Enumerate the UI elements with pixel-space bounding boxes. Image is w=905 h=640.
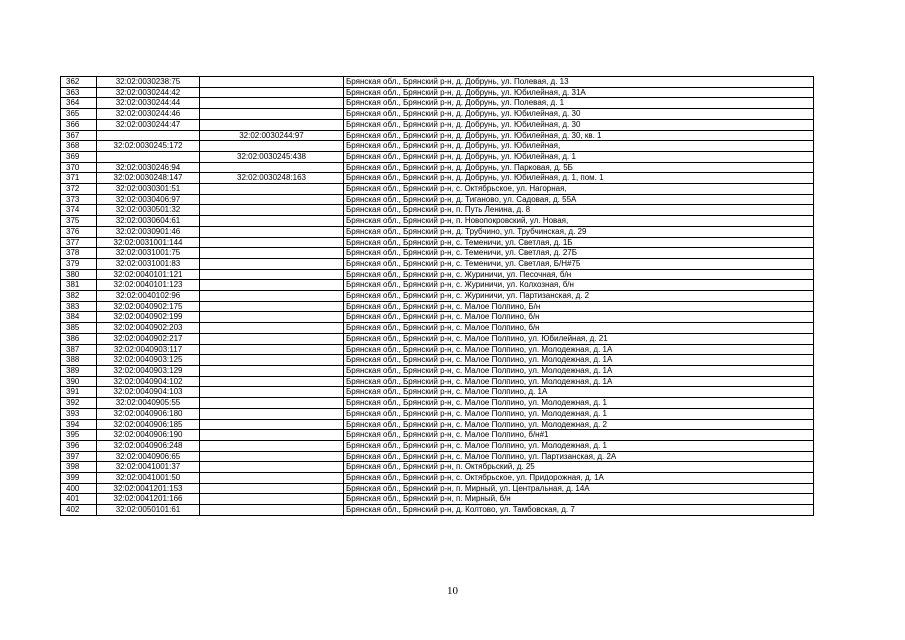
table-row bbox=[61, 194, 814, 205]
related-cadastral-number-cell: 32:02:0030244:97 bbox=[200, 130, 344, 141]
cadastral-number-cell: 32:02:0030245:172 bbox=[97, 141, 200, 152]
table-row bbox=[61, 440, 814, 451]
address-cell: Брянская обл., Брянский р-н, д. Добрунь, ул. Юбилейная, д. 1 bbox=[344, 151, 814, 162]
table-row bbox=[61, 291, 814, 302]
cadastral-number-cell: 32:02:0040904:103 bbox=[97, 387, 200, 398]
related-cadastral-number-cell bbox=[200, 291, 344, 302]
related-cadastral-number-cell bbox=[200, 119, 344, 130]
related-cadastral-number-cell bbox=[200, 505, 344, 516]
related-cadastral-number-cell bbox=[200, 205, 344, 216]
table-row bbox=[61, 430, 814, 441]
cadastral-number-cell: 32:02:0030501:32 bbox=[97, 205, 200, 216]
related-cadastral-number-cell bbox=[200, 184, 344, 195]
cadastral-number-cell: 32:02:0030248:147 bbox=[97, 173, 200, 184]
row-number-cell: 387 bbox=[61, 344, 97, 355]
address-cell: Брянская обл., Брянский р-н, с. Малое Полпино, Б/н bbox=[344, 301, 814, 312]
address-cell: Брянская обл., Брянский р-н, д. Тиганово, ул. Садовая, д. 55А bbox=[344, 194, 814, 205]
related-cadastral-number-cell bbox=[200, 355, 344, 366]
row-number-cell: 364 bbox=[61, 98, 97, 109]
related-cadastral-number-cell bbox=[200, 408, 344, 419]
table-row bbox=[61, 109, 814, 120]
cadastral-number-cell: 32:02:0040902:217 bbox=[97, 333, 200, 344]
row-number-cell: 390 bbox=[61, 376, 97, 387]
cadastral-number-cell bbox=[97, 130, 200, 141]
address-cell: Брянская обл., Брянский р-н, с. Малое Полпино, ул. Молодежная, д. 1А bbox=[344, 355, 814, 366]
table-row bbox=[61, 408, 814, 419]
property-registry-table bbox=[60, 76, 814, 516]
cadastral-number-cell: 32:02:0030244:44 bbox=[97, 98, 200, 109]
address-cell: Брянская обл., Брянский р-н, п. Октябрьский, д. 25 bbox=[344, 462, 814, 473]
cadastral-number-cell: 32:02:0040903:125 bbox=[97, 355, 200, 366]
row-number-cell: 372 bbox=[61, 184, 97, 195]
related-cadastral-number-cell: 32:02:0030245:438 bbox=[200, 151, 344, 162]
table-row bbox=[61, 141, 814, 152]
row-number-cell: 380 bbox=[61, 269, 97, 280]
table-row bbox=[61, 387, 814, 398]
cadastral-number-cell: 32:02:0050101:61 bbox=[97, 505, 200, 516]
address-cell: Брянская обл., Брянский р-н, с. Малое Полпино, д. 1А bbox=[344, 387, 814, 398]
row-number-cell: 395 bbox=[61, 430, 97, 441]
related-cadastral-number-cell bbox=[200, 258, 344, 269]
row-number-cell: 367 bbox=[61, 130, 97, 141]
cadastral-number-cell: 32:02:0040906:190 bbox=[97, 430, 200, 441]
address-cell: Брянская обл., Брянский р-н, с. Малое Полпино, ул. Молодежная, д. 1А bbox=[344, 376, 814, 387]
cadastral-number-cell: 32:02:0030244:47 bbox=[97, 119, 200, 130]
address-cell: Брянская обл., Брянский р-н, д. Добрунь, ул. Юбилейная, д. 31А bbox=[344, 87, 814, 98]
address-cell: Брянская обл., Брянский р-н, с. Малое Полпино, ул. Молодежная, д. 1 bbox=[344, 408, 814, 419]
related-cadastral-number-cell bbox=[200, 216, 344, 227]
cadastral-number-cell: 32:02:0030244:42 bbox=[97, 87, 200, 98]
cadastral-number-cell: 32:02:0031001:144 bbox=[97, 237, 200, 248]
cadastral-number-cell: 32:02:0040903:117 bbox=[97, 344, 200, 355]
address-cell: Брянская обл., Брянский р-н, п. Мирный, б/н bbox=[344, 494, 814, 505]
related-cadastral-number-cell bbox=[200, 109, 344, 120]
table-row bbox=[61, 269, 814, 280]
table-row bbox=[61, 333, 814, 344]
related-cadastral-number-cell bbox=[200, 323, 344, 334]
address-cell: Брянская обл., Брянский р-н, д. Колтово, ул. Тамбовская, д. 7 bbox=[344, 505, 814, 516]
address-cell: Брянская обл., Брянский р-н, с. Журиничи, ул. Партизанская, д. 2 bbox=[344, 291, 814, 302]
row-number-cell: 398 bbox=[61, 462, 97, 473]
cadastral-number-cell: 32:02:0041201:153 bbox=[97, 483, 200, 494]
related-cadastral-number-cell bbox=[200, 77, 344, 88]
row-number-cell: 388 bbox=[61, 355, 97, 366]
cadastral-number-cell: 32:02:0030901:46 bbox=[97, 226, 200, 237]
address-cell: Брянская обл., Брянский р-н, с. Малое Полпино, ул. Молодежная, д. 1 bbox=[344, 398, 814, 409]
related-cadastral-number-cell bbox=[200, 419, 344, 430]
table-row bbox=[61, 205, 814, 216]
table-row bbox=[61, 226, 814, 237]
row-number-cell: 400 bbox=[61, 483, 97, 494]
row-number-cell: 365 bbox=[61, 109, 97, 120]
table-row bbox=[61, 365, 814, 376]
related-cadastral-number-cell bbox=[200, 237, 344, 248]
address-cell: Брянская обл., Брянский р-н, д. Добрунь, ул. Юбилейная, д. 30 bbox=[344, 119, 814, 130]
related-cadastral-number-cell bbox=[200, 494, 344, 505]
table-row bbox=[61, 258, 814, 269]
cadastral-number-cell: 32:02:0040906:185 bbox=[97, 419, 200, 430]
row-number-cell: 392 bbox=[61, 398, 97, 409]
address-cell: Брянская обл., Брянский р-н, с. Журиничи, ул. Колхозная, б/н bbox=[344, 280, 814, 291]
related-cadastral-number-cell: 32:02:0030248:163 bbox=[200, 173, 344, 184]
row-number-cell: 382 bbox=[61, 291, 97, 302]
table-row bbox=[61, 419, 814, 430]
cadastral-number-cell: 32:02:0041201:166 bbox=[97, 494, 200, 505]
row-number-cell: 373 bbox=[61, 194, 97, 205]
cadastral-number-cell: 32:02:0040101:121 bbox=[97, 269, 200, 280]
table-row bbox=[61, 323, 814, 334]
table-row bbox=[61, 312, 814, 323]
address-cell: Брянская обл., Брянский р-н, п. Новопокровский, ул. Новая, bbox=[344, 216, 814, 227]
address-cell: Брянская обл., Брянский р-н, с. Теменичи, ул. Светлая, д. 27Б bbox=[344, 248, 814, 259]
address-cell: Брянская обл., Брянский р-н, с. Малое Полпино, б/н bbox=[344, 312, 814, 323]
table-row bbox=[61, 151, 814, 162]
related-cadastral-number-cell bbox=[200, 248, 344, 259]
cadastral-number-cell: 32:02:0030301:51 bbox=[97, 184, 200, 195]
row-number-cell: 401 bbox=[61, 494, 97, 505]
table-row bbox=[61, 162, 814, 173]
related-cadastral-number-cell bbox=[200, 301, 344, 312]
address-cell: Брянская обл., Брянский р-н, с. Малое Полпино, ул. Молодежная, д. 1А bbox=[344, 365, 814, 376]
table-row bbox=[61, 216, 814, 227]
address-cell: Брянская обл., Брянский р-н, д. Добрунь, ул. Юбилейная, д. 30 bbox=[344, 109, 814, 120]
row-number-cell: 375 bbox=[61, 216, 97, 227]
cadastral-number-cell: 32:02:0040903:129 bbox=[97, 365, 200, 376]
table-row bbox=[61, 280, 814, 291]
page-number: 10 bbox=[447, 585, 458, 597]
cadastral-number-cell: 32:02:0040906:180 bbox=[97, 408, 200, 419]
table-row bbox=[61, 451, 814, 462]
address-cell: Брянская обл., Брянский р-н, д. Добрунь, ул. Полевая, д. 13 bbox=[344, 77, 814, 88]
table-row bbox=[61, 355, 814, 366]
related-cadastral-number-cell bbox=[200, 365, 344, 376]
address-cell: Брянская обл., Брянский р-н, д. Трубчино, ул. Трубчинская, д. 29 bbox=[344, 226, 814, 237]
table-row bbox=[61, 344, 814, 355]
row-number-cell: 386 bbox=[61, 333, 97, 344]
table-row bbox=[61, 483, 814, 494]
row-number-cell: 381 bbox=[61, 280, 97, 291]
row-number-cell: 393 bbox=[61, 408, 97, 419]
row-number-cell: 396 bbox=[61, 440, 97, 451]
table-row bbox=[61, 494, 814, 505]
table-row bbox=[61, 473, 814, 484]
cadastral-number-cell: 32:02:0040906:65 bbox=[97, 451, 200, 462]
cadastral-number-cell: 32:02:0030604:61 bbox=[97, 216, 200, 227]
row-number-cell: 397 bbox=[61, 451, 97, 462]
related-cadastral-number-cell bbox=[200, 312, 344, 323]
address-cell: Брянская обл., Брянский р-н, д. Добрунь, ул. Юбилейная, д. 1, пом. 1 bbox=[344, 173, 814, 184]
cadastral-number-cell: 32:02:0040101:123 bbox=[97, 280, 200, 291]
registry-table-body bbox=[61, 77, 814, 516]
cadastral-number-cell: 32:02:0040902:199 bbox=[97, 312, 200, 323]
address-cell: Брянская обл., Брянский р-н, п. Мирный, ул. Центральная, д. 14А bbox=[344, 483, 814, 494]
row-number-cell: 378 bbox=[61, 248, 97, 259]
table-row bbox=[61, 376, 814, 387]
row-number-cell: 399 bbox=[61, 473, 97, 484]
address-cell: Брянская обл., Брянский р-н, д. Добрунь, ул. Юбилейная, д. 30, кв. 1 bbox=[344, 130, 814, 141]
related-cadastral-number-cell bbox=[200, 141, 344, 152]
table-row bbox=[61, 119, 814, 130]
address-cell: Брянская обл., Брянский р-н, с. Малое Полпино, ул. Юбилейная, д. 21 bbox=[344, 333, 814, 344]
row-number-cell: 370 bbox=[61, 162, 97, 173]
cadastral-number-cell: 32:02:0030246:94 bbox=[97, 162, 200, 173]
table-row bbox=[61, 505, 814, 516]
address-cell: Брянская обл., Брянский р-н, д. Добрунь, ул. Юбилейная, bbox=[344, 141, 814, 152]
related-cadastral-number-cell bbox=[200, 194, 344, 205]
row-number-cell: 389 bbox=[61, 365, 97, 376]
row-number-cell: 402 bbox=[61, 505, 97, 516]
related-cadastral-number-cell bbox=[200, 398, 344, 409]
row-number-cell: 383 bbox=[61, 301, 97, 312]
address-cell: Брянская обл., Брянский р-н, с. Малое Полпино, б/н#1 bbox=[344, 430, 814, 441]
table-row bbox=[61, 77, 814, 88]
cadastral-number-cell bbox=[97, 151, 200, 162]
related-cadastral-number-cell bbox=[200, 462, 344, 473]
address-cell: Брянская обл., Брянский р-н, с. Октябрьское, ул. Придорожная, д. 1А bbox=[344, 473, 814, 484]
address-cell: Брянская обл., Брянский р-н, п. Путь Ленина, д. 8 bbox=[344, 205, 814, 216]
row-number-cell: 385 bbox=[61, 323, 97, 334]
row-number-cell: 371 bbox=[61, 173, 97, 184]
address-cell: Брянская обл., Брянский р-н, д. Добрунь, ул. Полевая, д. 1 bbox=[344, 98, 814, 109]
row-number-cell: 379 bbox=[61, 258, 97, 269]
row-number-cell: 369 bbox=[61, 151, 97, 162]
table-row bbox=[61, 184, 814, 195]
address-cell: Брянская обл., Брянский р-н, с. Теменичи, ул. Светлая, д. 1Б bbox=[344, 237, 814, 248]
address-cell: Брянская обл., Брянский р-н, с. Малое Полпино, ул. Партизанская, д. 2А bbox=[344, 451, 814, 462]
row-number-cell: 366 bbox=[61, 119, 97, 130]
cadastral-number-cell: 32:02:0030244:46 bbox=[97, 109, 200, 120]
row-number-cell: 368 bbox=[61, 141, 97, 152]
table-row bbox=[61, 98, 814, 109]
related-cadastral-number-cell bbox=[200, 280, 344, 291]
row-number-cell: 391 bbox=[61, 387, 97, 398]
row-number-cell: 362 bbox=[61, 77, 97, 88]
cadastral-number-cell: 32:02:0040102:96 bbox=[97, 291, 200, 302]
table-row bbox=[61, 130, 814, 141]
address-cell: Брянская обл., Брянский р-н, с. Журиничи, ул. Песочная, б/н bbox=[344, 269, 814, 280]
table-row bbox=[61, 398, 814, 409]
related-cadastral-number-cell bbox=[200, 333, 344, 344]
cadastral-number-cell: 32:02:0041001:37 bbox=[97, 462, 200, 473]
related-cadastral-number-cell bbox=[200, 451, 344, 462]
table-row bbox=[61, 462, 814, 473]
row-number-cell: 363 bbox=[61, 87, 97, 98]
cadastral-number-cell: 32:02:0031001:83 bbox=[97, 258, 200, 269]
table-row bbox=[61, 248, 814, 259]
address-cell: Брянская обл., Брянский р-н, с. Теменичи, ул. Светлая, Б/Н#75 bbox=[344, 258, 814, 269]
related-cadastral-number-cell bbox=[200, 483, 344, 494]
table-row bbox=[61, 301, 814, 312]
cadastral-number-cell: 32:02:0040905:55 bbox=[97, 398, 200, 409]
related-cadastral-number-cell bbox=[200, 440, 344, 451]
address-cell: Брянская обл., Брянский р-н, с. Малое Полпино, б/н bbox=[344, 323, 814, 334]
row-number-cell: 376 bbox=[61, 226, 97, 237]
cadastral-number-cell: 32:02:0040902:203 bbox=[97, 323, 200, 334]
related-cadastral-number-cell bbox=[200, 376, 344, 387]
cadastral-number-cell: 32:02:0041001:50 bbox=[97, 473, 200, 484]
table-row bbox=[61, 173, 814, 184]
cadastral-number-cell: 32:02:0031001:75 bbox=[97, 248, 200, 259]
related-cadastral-number-cell bbox=[200, 226, 344, 237]
related-cadastral-number-cell bbox=[200, 269, 344, 280]
cadastral-number-cell: 32:02:0030238:75 bbox=[97, 77, 200, 88]
table-row bbox=[61, 237, 814, 248]
cadastral-number-cell: 32:02:0040906:248 bbox=[97, 440, 200, 451]
related-cadastral-number-cell bbox=[200, 98, 344, 109]
row-number-cell: 384 bbox=[61, 312, 97, 323]
related-cadastral-number-cell bbox=[200, 387, 344, 398]
row-number-cell: 394 bbox=[61, 419, 97, 430]
related-cadastral-number-cell bbox=[200, 87, 344, 98]
related-cadastral-number-cell bbox=[200, 344, 344, 355]
row-number-cell: 377 bbox=[61, 237, 97, 248]
cadastral-number-cell: 32:02:0040902:175 bbox=[97, 301, 200, 312]
address-cell: Брянская обл., Брянский р-н, с. Малое Полпино, ул. Молодежная, д. 1 bbox=[344, 440, 814, 451]
cadastral-number-cell: 32:02:0040904:102 bbox=[97, 376, 200, 387]
address-cell: Брянская обл., Брянский р-н, с. Малое Полпино, ул. Молодежная, д. 2 bbox=[344, 419, 814, 430]
address-cell: Брянская обл., Брянский р-н, д. Добрунь, ул. Парковая, д. 5Б bbox=[344, 162, 814, 173]
address-cell: Брянская обл., Брянский р-н, с. Малое Полпино, ул. Молодежная, д. 1А bbox=[344, 344, 814, 355]
row-number-cell: 374 bbox=[61, 205, 97, 216]
table-row bbox=[61, 87, 814, 98]
related-cadastral-number-cell bbox=[200, 162, 344, 173]
address-cell: Брянская обл., Брянский р-н, с. Октябрьское, ул. Нагорная, bbox=[344, 184, 814, 195]
cadastral-number-cell: 32:02:0030406:97 bbox=[97, 194, 200, 205]
related-cadastral-number-cell bbox=[200, 430, 344, 441]
related-cadastral-number-cell bbox=[200, 473, 344, 484]
